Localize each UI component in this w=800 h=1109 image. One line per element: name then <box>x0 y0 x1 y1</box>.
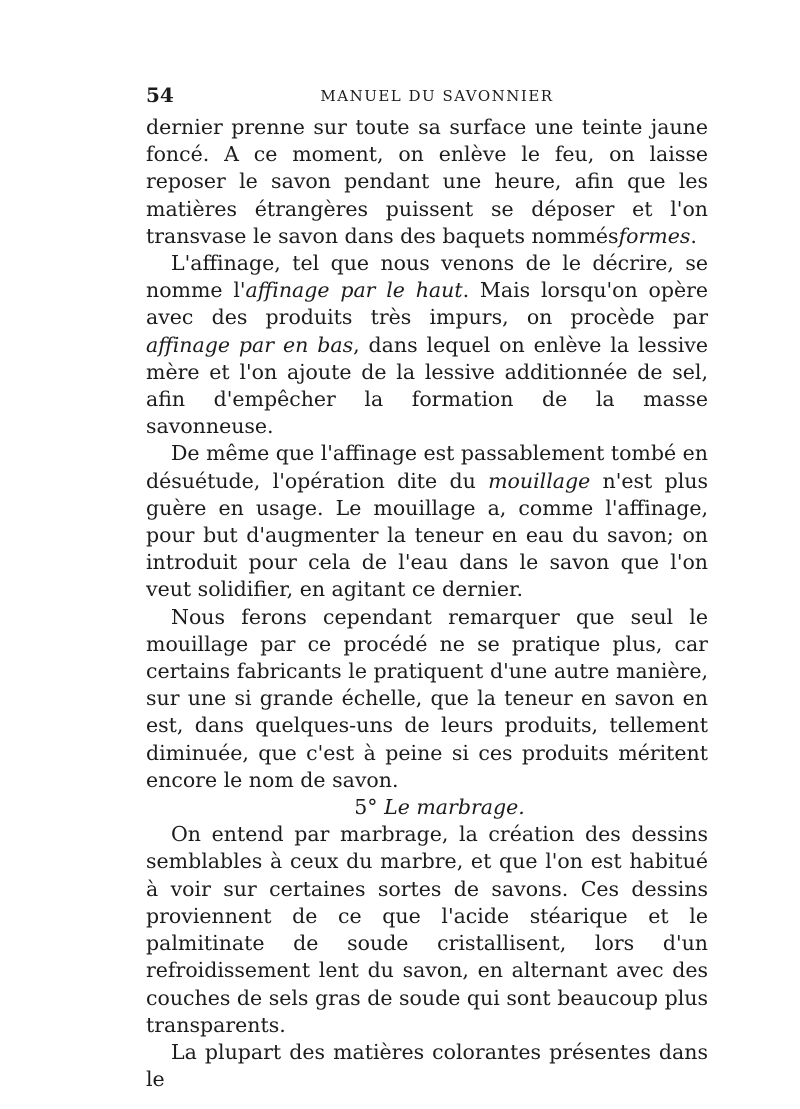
section-title: Le marbrage. <box>384 795 525 820</box>
paragraph-text: , dans lequel on enlève la lessive mère et l'on ajoute de la lessive additionnée de sel, afin d'empêcher la formation de la masse savonneuse. <box>146 332 708 439</box>
paragraph-marbrage <box>146 821 708 1039</box>
section-heading <box>146 794 708 821</box>
paragraph-affinage <box>146 250 708 440</box>
running-head <box>146 82 708 108</box>
paragraph-text: On entend par marbrage, la création des dessins semblables à ceux du marbre, et que l'on est habitué à voir sur certaines sortes de savons. Ces dessins proviennent de ce que l'acide stéarique et le palmitinate de soude cristallisent, lors d'un refroidissement lent du savon, en alternant avec des couches de sels gras de soude qui sont beaucoup plus transparents. <box>146 822 708 1037</box>
body-text <box>146 114 708 1093</box>
paragraph-matieres-colorantes <box>146 1039 708 1093</box>
paragraph-text: n'est plus guère en usage. Le mouillage a, comme l'affinage, pour but d'augmenter la teneur en eau du savon; on introduit pour cela de l'eau dans le savon que l'on veut solidifier, en agitant ce dernier. <box>146 468 708 602</box>
italic-term-formes: formes <box>618 223 691 248</box>
section-number: 5° <box>354 795 378 820</box>
paragraph-continued <box>146 114 708 250</box>
paragraph-text: De même que l'affinage est passablement tombé en désuétude, l'opération dite du <box>146 441 708 493</box>
paragraph-text: dernier prenne sur toute sa surface une teinte jaune foncé. A ce moment, on enlève le feu, on laisse reposer le savon pendant une heure, afin que les matières étrangères puissent se déposer et l'on transvase le savon dans des baquets nommés <box>146 115 708 248</box>
paragraph-text: La plupart des matières colorantes présentes dans le <box>146 1039 708 1092</box>
page-number: 54 <box>146 83 174 107</box>
paragraph-mouillage <box>146 440 708 603</box>
paragraph-text: L'affinage, tel que nous venons de le décrire, se nomme l' <box>146 251 708 303</box>
italic-term-affinage-par-le-haut: affinage par le haut <box>245 278 463 303</box>
italic-term-mouillage: mouillage <box>488 468 591 493</box>
paragraph-text: Nous ferons cependant remarquer que seul le mouillage par ce procédé ne se pratique plus, car certains fabricants le pratiquent d'une autre manière, sur une si grande échelle, que la teneur en savon en est, dans quelques-uns de leurs produits, tellement diminuée, que c'est à peine si ces produits méritent encore le nom de savon. <box>146 604 708 792</box>
running-title: MANUEL DU SAVONNIER <box>320 87 554 105</box>
paragraph-text: . <box>690 223 697 248</box>
paragraph-text: . Mais lorsqu'on opère avec des produits très impurs, on procède par <box>146 278 709 330</box>
italic-term-affinage-par-en-bas: affinage par en bas <box>146 332 354 357</box>
paragraph-remarque <box>146 604 708 794</box>
